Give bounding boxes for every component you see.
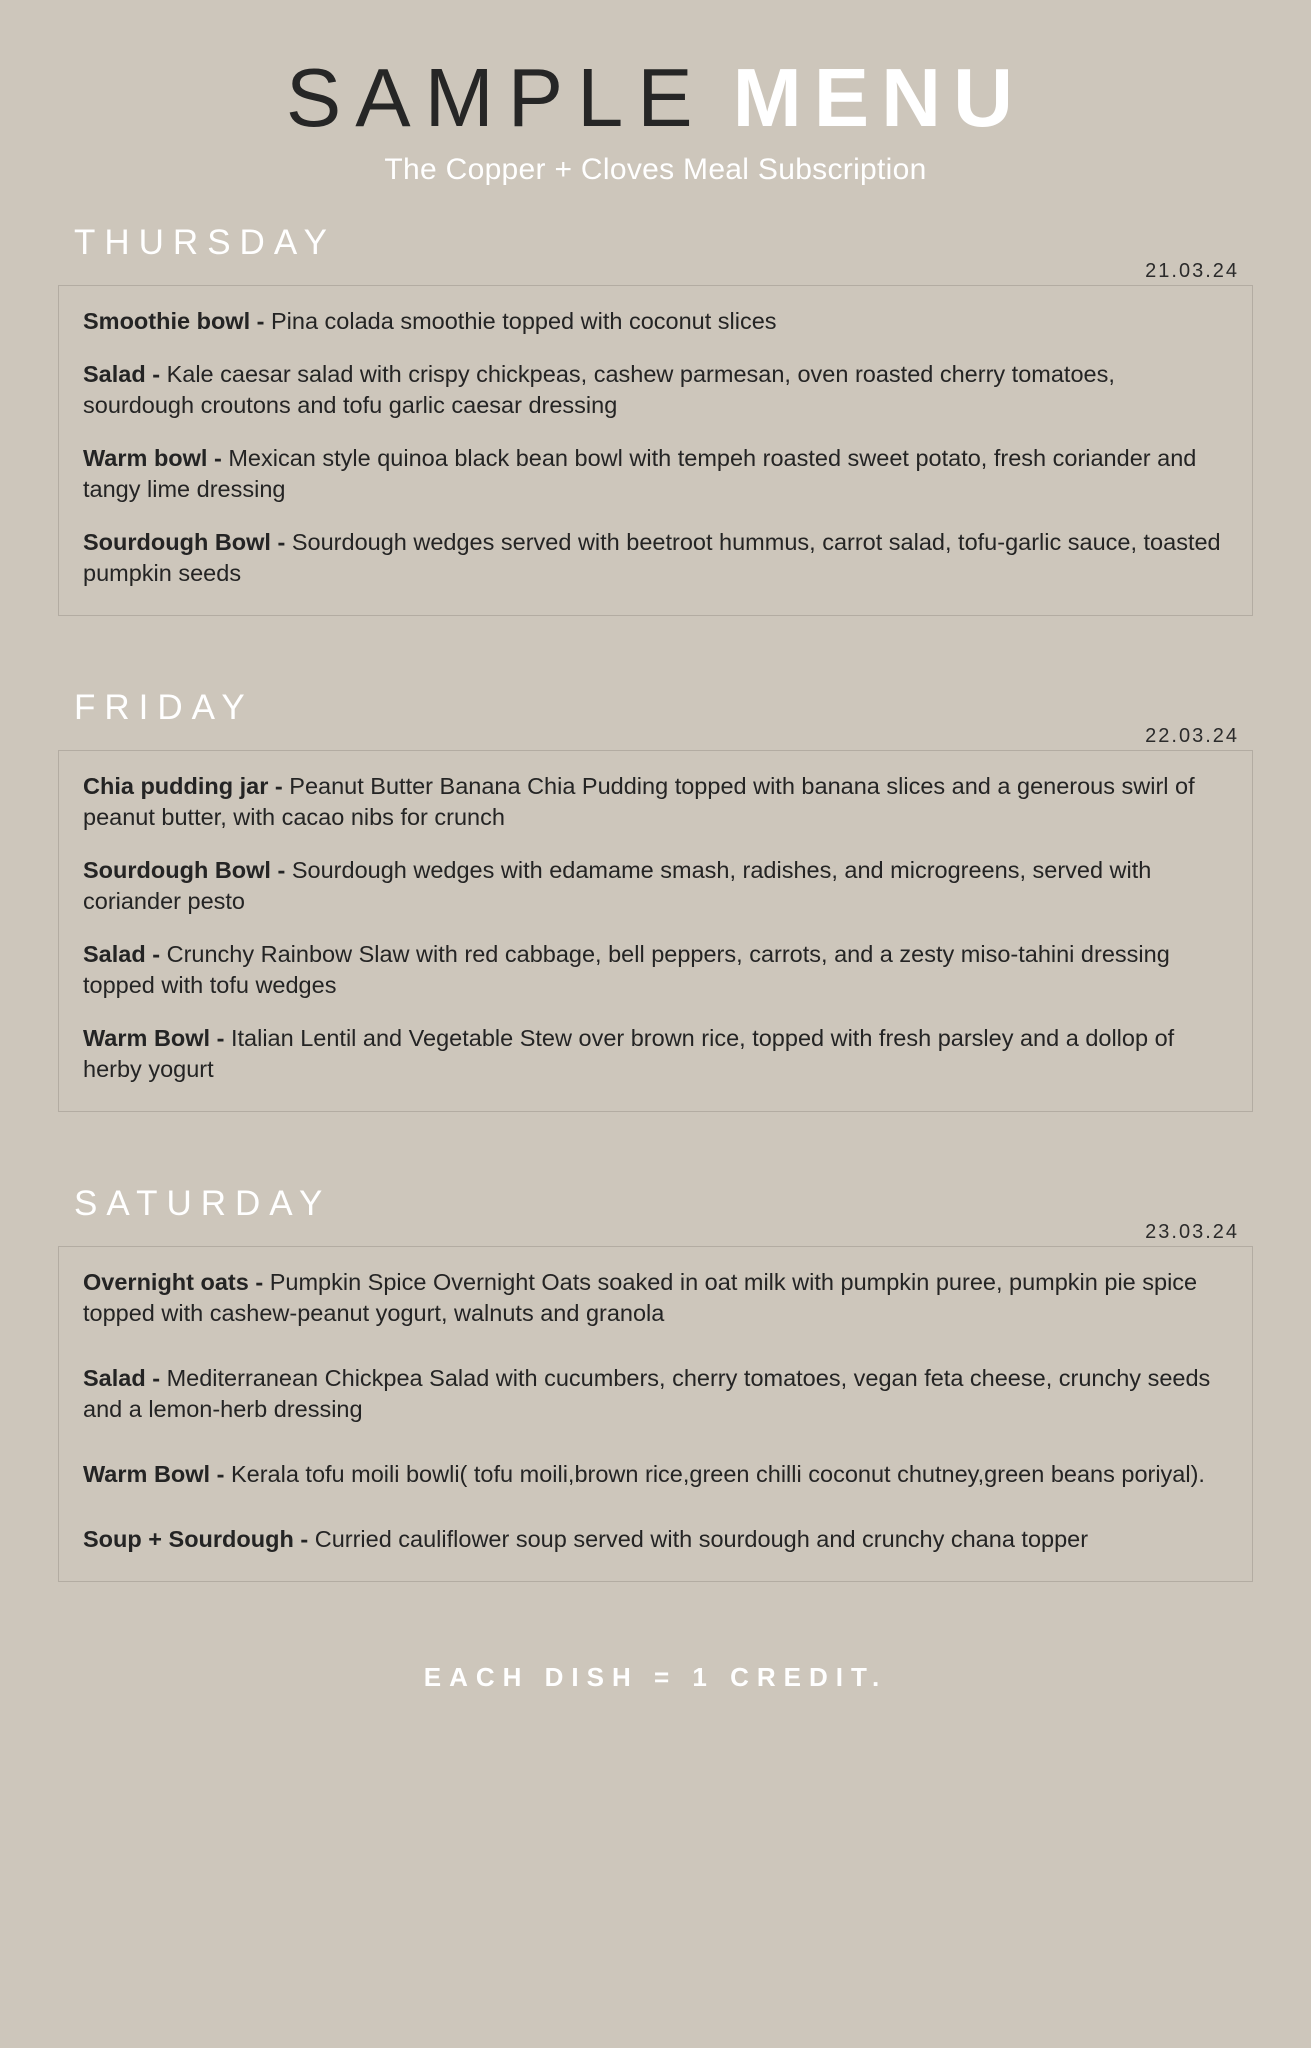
dish-item (83, 1363, 1228, 1425)
dish-name: Overnight oats - (83, 1269, 264, 1296)
dish-name: Smoothie bowl - (83, 308, 265, 334)
dish-card-friday (58, 750, 1253, 1112)
dish-name: Sourdough Bowl - (83, 857, 286, 884)
dish-item (83, 359, 1228, 421)
dish-name: Warm Bowl - (83, 1025, 225, 1052)
day-header-thursday (58, 223, 1253, 285)
title-menu: MENU (732, 51, 1026, 144)
day-name-saturday: SATURDAY (74, 1184, 332, 1224)
day-block-saturday (58, 1184, 1253, 1582)
dish-item (83, 443, 1228, 505)
dish-item (83, 1023, 1228, 1085)
day-name-friday: FRIDAY (74, 688, 254, 728)
dish-name: Salad - (83, 941, 161, 968)
dish-desc: Mexican style quinoa black bean bowl with tempeh roasted sweet potato, fresh coriander and tangy lime dressing (83, 445, 1197, 503)
dish-item (83, 939, 1228, 1001)
dish-item (83, 1267, 1228, 1329)
day-sections (0, 223, 1311, 1582)
dish-name: Soup + Sourdough - (83, 1526, 309, 1553)
dish-desc: Kerala tofu moili bowli( tofu moili,brown rice,green chilli coconut chutney,green beans poriyal). (224, 1461, 1205, 1488)
menu-header (0, 0, 1311, 187)
dish-card-saturday (58, 1246, 1253, 1582)
day-block-thursday (58, 223, 1253, 616)
page-title (0, 51, 1311, 144)
dish-item (83, 306, 1228, 337)
dish-name: Warm Bowl - (83, 1461, 225, 1488)
day-header-saturday (58, 1184, 1253, 1246)
dish-desc: Crunchy Rainbow Slaw with red cabbage, bell peppers, carrots, and a zesty miso-tahini dressing topped with tofu wedges (83, 941, 1170, 999)
day-header-friday (58, 688, 1253, 750)
day-date-saturday: 23.03.24 (1145, 1221, 1239, 1244)
dish-desc: Pina colada smoothie topped with coconut slices (264, 308, 777, 334)
dish-desc: Sourdough wedges with edamame smash, radishes, and microgreens, served with coriander pesto (83, 857, 1152, 915)
page-subtitle: The Copper + Cloves Meal Subscription (384, 153, 927, 186)
dish-desc: Curried cauliflower soup served with sourdough and crunchy chana topper (308, 1526, 1089, 1553)
dish-desc: Italian Lentil and Vegetable Stew over brown rice, topped with fresh parsley and a dollop of herby yogurt (83, 1025, 1175, 1083)
dish-name: Chia pudding jar - (83, 773, 283, 800)
dish-desc: Kale caesar salad with crispy chickpeas, cashew parmesan, oven roasted cherry tomatoes, sourdough croutons and tofu garlic caesar dressing (83, 361, 1115, 419)
dish-name: Salad - (83, 361, 161, 388)
dish-item (83, 771, 1228, 833)
dish-name: Sourdough Bowl - (83, 529, 286, 556)
day-block-friday (58, 688, 1253, 1112)
dish-desc: Mediterranean Chickpea Salad with cucumbers, cherry tomatoes, vegan feta cheese, crunchy seeds and a lemon-herb dressing (83, 1365, 1211, 1423)
dish-name: Salad - (83, 1365, 161, 1392)
dish-desc: Peanut Butter Banana Chia Pudding topped with banana slices and a generous swirl of peanut butter, with cacao nibs for crunch (83, 773, 1195, 831)
day-name-thursday: THURSDAY (74, 223, 336, 262)
footer-note: EACH DISH = 1 CREDIT. (423, 1662, 888, 1693)
dish-item (83, 855, 1228, 917)
dish-item (83, 1524, 1228, 1555)
dish-desc: Pumpkin Spice Overnight Oats soaked in oat milk with pumpkin puree, pumpkin pie spice topped with cashew-peanut yogurt, walnuts and granola (83, 1269, 1198, 1327)
dish-item (83, 1459, 1228, 1490)
day-date-friday: 22.03.24 (1145, 725, 1239, 748)
dish-card-thursday (58, 285, 1253, 616)
dish-desc: Sourdough wedges served with beetroot hummus, carrot salad, tofu-garlic sauce, toasted pumpkin seeds (83, 529, 1221, 587)
day-date-thursday: 21.03.24 (1145, 260, 1239, 282)
dish-item (83, 527, 1228, 589)
title-sample: SAMPLE (285, 51, 707, 144)
dish-name: Warm bowl - (83, 445, 222, 472)
